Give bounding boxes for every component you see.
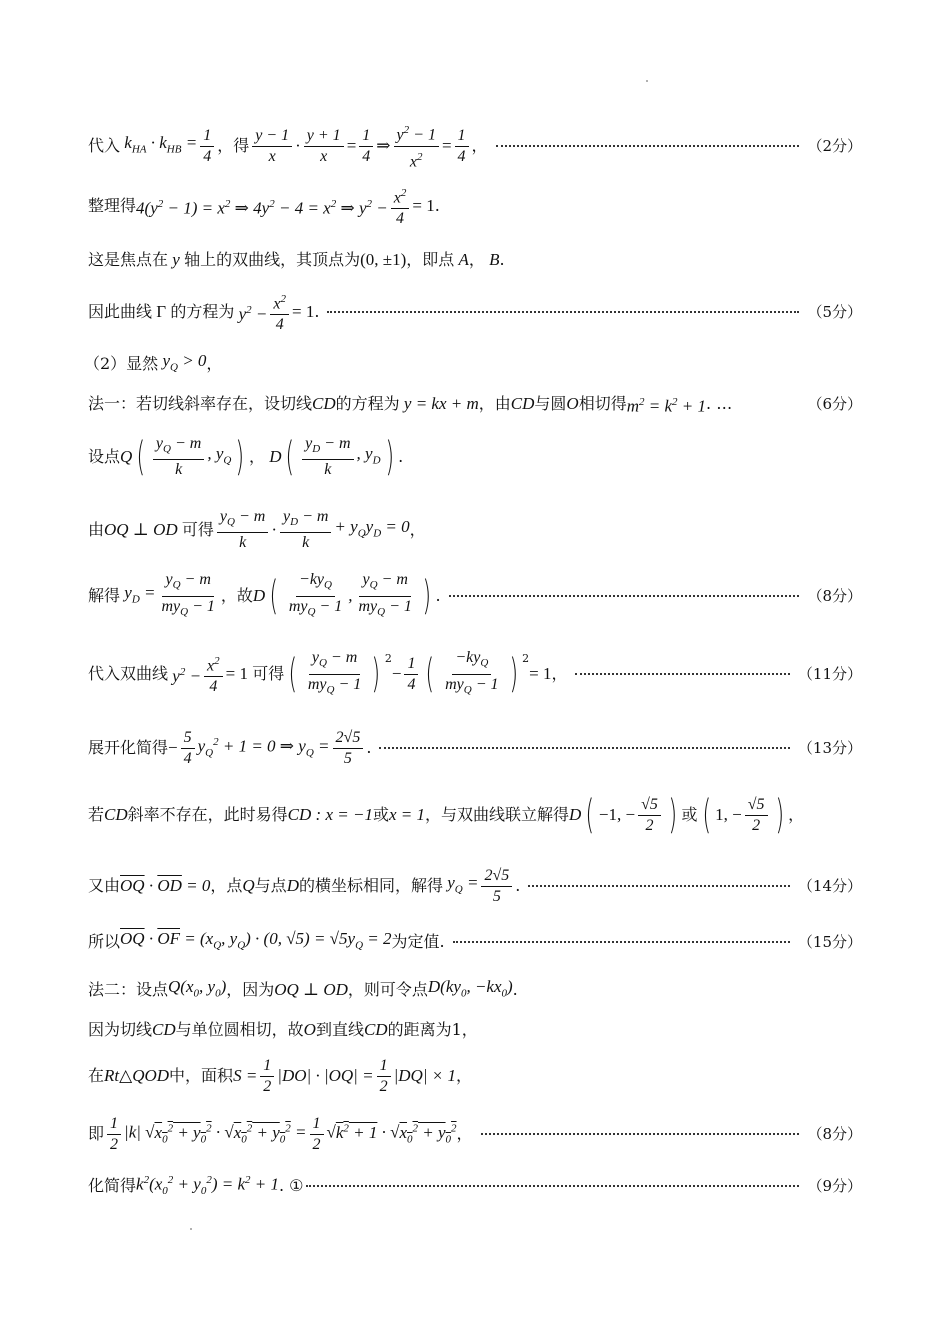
dot-leader [379, 747, 790, 749]
score-label: （5分） [807, 303, 862, 321]
line-3: 这是焦点在 y 轴上的双曲线，其顶点为 (0, ±1) ，即点 A ， B . [88, 250, 505, 269]
line-17: 在 Rt△QOD 中，面积 S = $\frac{1}{2}$ |DO| · |OQ| = $\frac{1}{2}$ |DQ| × 1 ， [88, 1056, 472, 1095]
line-5: （2）显然 $y_Q > 0$ ， [84, 350, 223, 374]
line-9: 解得 $y_D$ = $\frac{y_Q - m}{my_Q - 1}$ ，故 D ( $\frac{-ky_Q}{my_Q - 1}$ , $\frac{y_Q - m}{my_Q - 1}$ ) . （8分） [88, 571, 862, 619]
line-12: 若 CD 斜率不存在，此时易得 CD : x = −1 或 x = 1 ，与双曲线联立解得 D ( −1, − $\frac{√5}{2}$ ) 或 ( 1, − $\frac{√5}{2}$ ) ， [88, 792, 805, 838]
line-6: 法一：若切线斜率存在，设切线 CD 的方程为 y = kx + m ，由 CD 与圆 O 相切得 $m^2 = k^2 + 1$ . … （6分） [88, 394, 862, 416]
line-11: 展开化简得 − $\frac{5}{4}$ $y_Q^2 + 1 = 0$ ⇒ $y_Q$ = $\frac{2√5}{5}$ . （13分） [88, 728, 862, 767]
dot-leader [528, 885, 790, 887]
line-1 [88, 124, 862, 168]
dot-leader [306, 1185, 800, 1187]
line-15: 法二：设点 $Q(x_0$, $y_0$) ，因为 OQ ⊥ OD ，则可令点 $D(ky_0$, $-kx_0$) . [88, 976, 518, 1000]
dot-leader [453, 941, 790, 943]
score-label: （8分） [807, 587, 862, 605]
dot-leader [496, 145, 800, 147]
line-4: 因此曲线 Γ 的方程为 $y^2$ − $\frac{x^2}{4}$ = 1 . （5分） [88, 292, 862, 332]
score-label: （11分） [797, 665, 862, 683]
score-label: （14分） [797, 877, 862, 895]
corner-dot [646, 80, 648, 82]
line-18: 即 $\frac{1}{2}$ |k| $√x_0^2 + y_0^2 \cdot √x_0^2 + y_0^2$ = $\frac{1}{2}$ $√k^2 + 1 \cdot √x_0^2 + y_0^2$ ， （8分） [88, 1114, 862, 1153]
score-label: （9分） [807, 1177, 862, 1195]
score-label: （2分） [807, 137, 862, 155]
dot-leader [449, 595, 800, 597]
score-label: （13分） [797, 739, 862, 757]
line-19: 化简得 $k^2(x_0^2 + y_0^2) = k^2 + 1$ . ① （9分） [88, 1174, 862, 1198]
corner-dot [190, 1228, 192, 1230]
line-7: 设点 Q ( $\frac{y_Q - m}{k}$ , $y_Q$ ) ， D ( $\frac{y_D - m}{k}$ , $y_D$ ) . [88, 434, 404, 480]
line-13: 又由 $\overline{OQ} \cdot \overline{OD} = 0$ ，点 Q 与点 D 的横坐标相同，解得 $y_Q$ = $\frac{2√5}{5}$ . （14分） [88, 866, 862, 905]
line-16: 因为切线 CD 与单位圆相切，故 O 到直线 CD 的距离为1， [88, 1020, 478, 1039]
line-1-content: 代入 $k_{HA} \cdot k_{HB}$ = $\frac{1}{4}$ ，得 $\frac{y - 1}{x}$ · $\frac{y + 1}{x}$ = $\frac{1}{4}$ ⇒ $\frac{y^2 - 1}{x^2}$ = $\frac{1}{4}$ ， [88, 121, 488, 171]
dot-leader [327, 311, 799, 313]
line-2: 整理得 $4(y^2 - 1) = x^2$ ⇒ $4y^2 - 4 = x^2$ ⇒ $y^2$ − $\frac{x^2}{4}$ = 1 . [88, 186, 862, 226]
score-label: （15分） [797, 933, 862, 951]
line-8: 由 OQ ⊥ OD 可得 $\frac{y_Q - m}{k}$ · $\frac{y_D - m}{k}$ + $y_Qy_D = 0$ ， [88, 507, 426, 552]
score-label: （8分） [807, 1125, 862, 1143]
line-10: 代入双曲线 $y^2$ − $\frac{x^2}{4}$ = 1 可得 ( $\frac{y_Q - m}{my_Q - 1}$ ) $^2$ − $\frac{1}{4}$ ( $\frac{-ky_Q}{my_Q - 1}$ ) $^2$ = 1 ， （11分） [88, 649, 862, 697]
math-khakhb: $k_{HA} \cdot k_{HB}$ = [120, 132, 198, 156]
dot-leader [575, 673, 789, 675]
dot-leader [481, 1133, 800, 1135]
score-label: （6分） [807, 395, 862, 413]
line-14: 所以 $\overline{OQ} \cdot \overline{OF} = (x_Q$, $y_Q) \cdot (0$, $√5) = √5y_Q = 2$ 为定值. （15分） [88, 928, 862, 952]
